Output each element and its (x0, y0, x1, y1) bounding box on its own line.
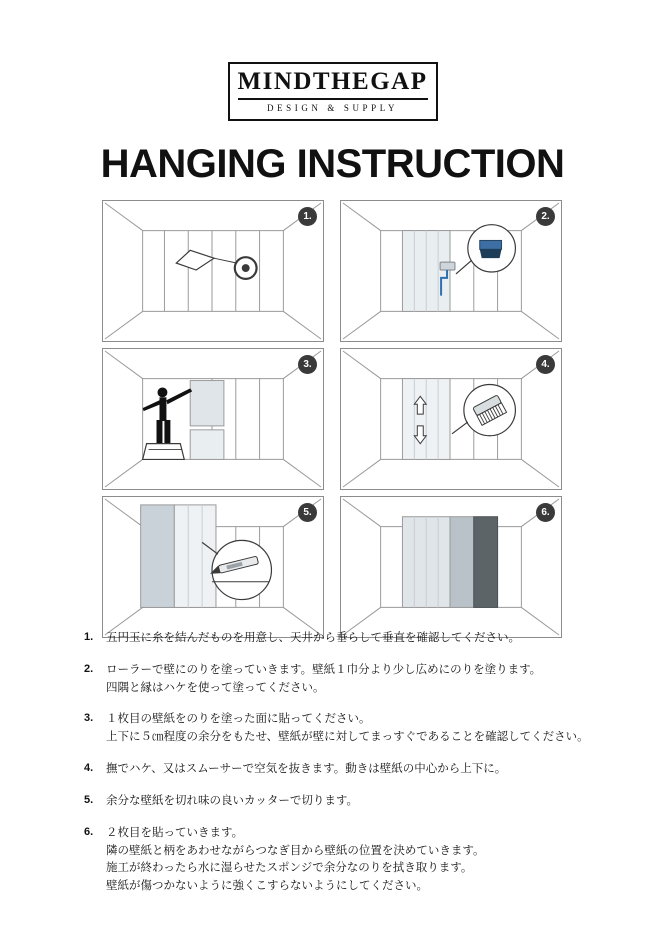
step-text (106, 793, 604, 811)
step-item (84, 662, 604, 698)
step-line: 撫でハケ、又はスムーサーで空気を抜きます。動きは壁紙の中心から上下に。 (106, 763, 507, 776)
figure-5-cutter-trim (102, 496, 324, 638)
figure-5-badge: 5. (298, 503, 317, 522)
logo-box (228, 62, 438, 121)
step-text (106, 825, 604, 896)
figure-6-badge: 6. (536, 503, 555, 522)
step-line: 施工が終わったら水に湿らせたスポンジで余分なのりを拭き取ります。 (106, 862, 473, 875)
step-item (84, 793, 604, 811)
logo-wordmark: MINDTHEGAP (237, 68, 428, 95)
step-line: ２枚目を貼っていきます。 (106, 826, 244, 839)
step-item (84, 711, 604, 747)
step-text (106, 662, 604, 698)
step-line: 四隅と縁はハケを使って塗ってください。 (106, 681, 325, 694)
figure-6-second-sheet (340, 496, 562, 638)
steps-list (84, 630, 604, 910)
step-number: 6. (84, 825, 94, 838)
figure-3-hang-sheet (102, 348, 324, 490)
figure-1-badge: 1. (298, 207, 317, 226)
step-number: 4. (84, 762, 94, 775)
step-number: 3. (84, 712, 94, 725)
step-item (84, 761, 604, 779)
step-text (106, 711, 604, 747)
hang-sheet-illustration (103, 349, 323, 489)
figure-2-badge: 2. (536, 207, 555, 226)
step-line: １枚目の壁紙をのりを塗った面に貼ってください。 (106, 713, 371, 726)
page-title: HANGING INSTRUCTION (100, 142, 565, 186)
logo-divider (238, 98, 428, 100)
step-line: 五円玉に糸を結んだものを用意し、天井から垂らして垂直を確認してください。 (106, 632, 520, 644)
cutter-illustration (103, 497, 323, 637)
figure-grid (102, 200, 562, 638)
plumb-line-illustration (103, 201, 323, 341)
step-item (84, 825, 604, 896)
step-line: 上下に５㎝程度の余分をもたせ、壁紙が壁に対してまっすぐであることを確認してください。 (106, 731, 589, 744)
figure-3-badge: 3. (298, 355, 317, 374)
step-number: 2. (84, 662, 94, 675)
step-text (106, 630, 604, 648)
smoothing-brush-illustration (341, 349, 561, 489)
second-sheet-illustration (341, 497, 561, 637)
figure-4-badge: 4. (536, 355, 555, 374)
brand-logo (0, 62, 665, 121)
figure-1-plumb-line (102, 200, 324, 342)
figure-2-roller-paste (340, 200, 562, 342)
logo-tagline: DESIGN & SUPPLY (266, 103, 399, 113)
step-number: 5. (84, 793, 94, 806)
step-number: 1. (84, 631, 94, 643)
step-item (84, 630, 604, 648)
step-line: 壁紙が傷つかないように強くこすらないようにしてください。 (106, 880, 428, 893)
step-line: 余分な壁紙を切れ味の良いカッターで切ります。 (106, 794, 358, 807)
roller-illustration (341, 201, 561, 341)
figure-4-smoothing (340, 348, 562, 490)
step-line: 隣の壁紙と柄をあわせながらつなぎ目から壁紙の位置を決めていきます。 (106, 844, 485, 857)
step-line: ローラーで壁にのりを塗っていきます。壁紙１巾分より少し広めにのりを塗ります。 (106, 663, 542, 676)
step-text (106, 761, 604, 779)
